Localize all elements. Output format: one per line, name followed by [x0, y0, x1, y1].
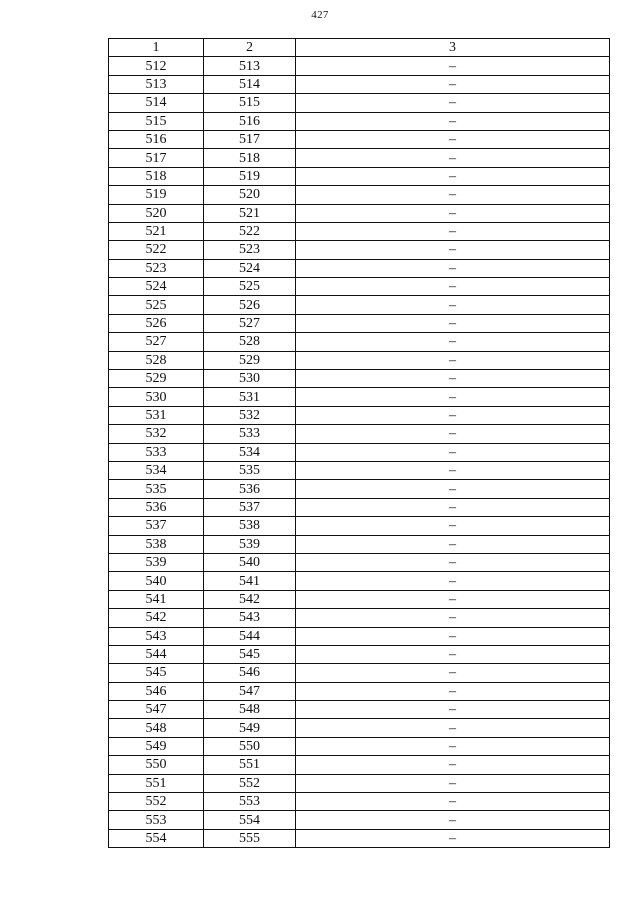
- table-row: [109, 370, 610, 388]
- table-row: [109, 186, 610, 204]
- row-col-3: –: [296, 314, 610, 332]
- table-row: [109, 314, 610, 332]
- row-col-2: 520: [204, 186, 296, 204]
- row-col-2: 522: [204, 222, 296, 240]
- row-col-3: –: [296, 75, 610, 93]
- data-table: [108, 38, 610, 848]
- table-row: [109, 75, 610, 93]
- row-col-2: 523: [204, 241, 296, 259]
- row-col-2: 524: [204, 259, 296, 277]
- row-col-3: –: [296, 94, 610, 112]
- row-col-3: –: [296, 167, 610, 185]
- row-col-3: –: [296, 756, 610, 774]
- row-col-3: –: [296, 296, 610, 314]
- row-col-1: 522: [109, 241, 204, 259]
- row-col-3: –: [296, 737, 610, 755]
- row-col-3: –: [296, 222, 610, 240]
- row-col-1: 550: [109, 756, 204, 774]
- row-col-2: 544: [204, 627, 296, 645]
- row-col-1: 545: [109, 664, 204, 682]
- row-col-3: –: [296, 461, 610, 479]
- table-row: [109, 517, 610, 535]
- row-col-2: 543: [204, 609, 296, 627]
- row-col-2: 545: [204, 645, 296, 663]
- table-body: [109, 57, 610, 848]
- table-row: [109, 57, 610, 75]
- row-col-2: 539: [204, 535, 296, 553]
- table-row: [109, 167, 610, 185]
- row-col-2: 526: [204, 296, 296, 314]
- row-col-2: 547: [204, 682, 296, 700]
- table-row: [109, 388, 610, 406]
- row-col-1: 513: [109, 75, 204, 93]
- table-row: [109, 701, 610, 719]
- row-col-1: 536: [109, 498, 204, 516]
- row-col-1: 525: [109, 296, 204, 314]
- row-col-1: 514: [109, 94, 204, 112]
- row-col-1: 519: [109, 186, 204, 204]
- row-col-1: 530: [109, 388, 204, 406]
- row-col-2: 548: [204, 701, 296, 719]
- table-row: [109, 278, 610, 296]
- row-col-3: –: [296, 645, 610, 663]
- table-row: [109, 811, 610, 829]
- row-col-1: 515: [109, 112, 204, 130]
- table-row: [109, 351, 610, 369]
- row-col-1: 537: [109, 517, 204, 535]
- row-col-1: 520: [109, 204, 204, 222]
- row-col-2: 555: [204, 829, 296, 847]
- row-col-2: 542: [204, 590, 296, 608]
- row-col-1: 549: [109, 737, 204, 755]
- row-col-3: –: [296, 351, 610, 369]
- table-row: [109, 682, 610, 700]
- row-col-3: –: [296, 480, 610, 498]
- row-col-2: 521: [204, 204, 296, 222]
- row-col-2: 528: [204, 333, 296, 351]
- table-row: [109, 425, 610, 443]
- table-row: [109, 774, 610, 792]
- row-col-1: 523: [109, 259, 204, 277]
- row-col-2: 552: [204, 774, 296, 792]
- table-row: [109, 590, 610, 608]
- row-col-3: –: [296, 609, 610, 627]
- row-col-2: 525: [204, 278, 296, 296]
- row-col-3: –: [296, 682, 610, 700]
- table-row: [109, 130, 610, 148]
- row-col-2: 518: [204, 149, 296, 167]
- row-col-1: 548: [109, 719, 204, 737]
- row-col-2: 540: [204, 553, 296, 571]
- row-col-3: –: [296, 627, 610, 645]
- row-col-1: 547: [109, 701, 204, 719]
- table-row: [109, 480, 610, 498]
- row-col-3: –: [296, 498, 610, 516]
- row-col-3: –: [296, 811, 610, 829]
- row-col-3: –: [296, 572, 610, 590]
- row-col-1: 516: [109, 130, 204, 148]
- column-header-2: 2: [204, 39, 296, 57]
- table-row: [109, 756, 610, 774]
- row-col-3: –: [296, 278, 610, 296]
- table-row: [109, 333, 610, 351]
- table-row: [109, 461, 610, 479]
- row-col-2: 513: [204, 57, 296, 75]
- row-col-3: –: [296, 829, 610, 847]
- row-col-2: 549: [204, 719, 296, 737]
- table-row: [109, 609, 610, 627]
- row-col-2: 546: [204, 664, 296, 682]
- table-row: [109, 737, 610, 755]
- column-header-1: 1: [109, 39, 204, 57]
- row-col-2: 515: [204, 94, 296, 112]
- row-col-3: –: [296, 333, 610, 351]
- row-col-1: 543: [109, 627, 204, 645]
- row-col-2: 536: [204, 480, 296, 498]
- column-header-3: 3: [296, 39, 610, 57]
- row-col-3: –: [296, 701, 610, 719]
- row-col-1: 542: [109, 609, 204, 627]
- table-row: [109, 627, 610, 645]
- row-col-1: 512: [109, 57, 204, 75]
- table-row: [109, 645, 610, 663]
- row-col-2: 529: [204, 351, 296, 369]
- row-col-3: –: [296, 793, 610, 811]
- row-col-2: 519: [204, 167, 296, 185]
- row-col-2: 541: [204, 572, 296, 590]
- row-col-1: 524: [109, 278, 204, 296]
- table-row: [109, 535, 610, 553]
- row-col-1: 529: [109, 370, 204, 388]
- row-col-1: 531: [109, 406, 204, 424]
- row-col-1: 534: [109, 461, 204, 479]
- row-col-2: 514: [204, 75, 296, 93]
- row-col-2: 554: [204, 811, 296, 829]
- table-row: [109, 829, 610, 847]
- table-row: [109, 296, 610, 314]
- table-row: [109, 719, 610, 737]
- row-col-2: 527: [204, 314, 296, 332]
- row-col-1: 518: [109, 167, 204, 185]
- table-row: [109, 204, 610, 222]
- row-col-2: 534: [204, 443, 296, 461]
- row-col-3: –: [296, 664, 610, 682]
- row-col-3: –: [296, 443, 610, 461]
- row-col-1: 527: [109, 333, 204, 351]
- table-row: [109, 793, 610, 811]
- row-col-3: –: [296, 517, 610, 535]
- row-col-1: 546: [109, 682, 204, 700]
- row-col-2: 538: [204, 517, 296, 535]
- table-row: [109, 572, 610, 590]
- table-header-row: [109, 39, 610, 57]
- row-col-2: 537: [204, 498, 296, 516]
- page-number: 427: [311, 9, 329, 21]
- row-col-3: –: [296, 149, 610, 167]
- row-col-2: 553: [204, 793, 296, 811]
- row-col-3: –: [296, 241, 610, 259]
- row-col-1: 528: [109, 351, 204, 369]
- row-col-1: 540: [109, 572, 204, 590]
- row-col-3: –: [296, 130, 610, 148]
- row-col-3: –: [296, 719, 610, 737]
- table-row: [109, 241, 610, 259]
- row-col-1: 533: [109, 443, 204, 461]
- row-col-3: –: [296, 425, 610, 443]
- row-col-3: –: [296, 590, 610, 608]
- row-col-1: 521: [109, 222, 204, 240]
- table-row: [109, 443, 610, 461]
- row-col-2: 533: [204, 425, 296, 443]
- row-col-3: –: [296, 204, 610, 222]
- table-row: [109, 259, 610, 277]
- row-col-1: 554: [109, 829, 204, 847]
- row-col-2: 531: [204, 388, 296, 406]
- table-row: [109, 664, 610, 682]
- table-row: [109, 553, 610, 571]
- row-col-3: –: [296, 535, 610, 553]
- row-col-3: –: [296, 57, 610, 75]
- row-col-1: 541: [109, 590, 204, 608]
- row-col-1: 552: [109, 793, 204, 811]
- row-col-3: –: [296, 112, 610, 130]
- row-col-1: 553: [109, 811, 204, 829]
- row-col-1: 538: [109, 535, 204, 553]
- row-col-3: –: [296, 388, 610, 406]
- row-col-1: 532: [109, 425, 204, 443]
- row-col-1: 535: [109, 480, 204, 498]
- row-col-3: –: [296, 370, 610, 388]
- row-col-3: –: [296, 553, 610, 571]
- table-row: [109, 112, 610, 130]
- table-row: [109, 222, 610, 240]
- row-col-1: 517: [109, 149, 204, 167]
- table-row: [109, 406, 610, 424]
- row-col-3: –: [296, 186, 610, 204]
- row-col-2: 535: [204, 461, 296, 479]
- row-col-1: 551: [109, 774, 204, 792]
- row-col-1: 539: [109, 553, 204, 571]
- row-col-3: –: [296, 259, 610, 277]
- row-col-3: –: [296, 774, 610, 792]
- row-col-3: –: [296, 406, 610, 424]
- row-col-2: 517: [204, 130, 296, 148]
- table-row: [109, 94, 610, 112]
- table-row: [109, 498, 610, 516]
- row-col-1: 526: [109, 314, 204, 332]
- row-col-2: 551: [204, 756, 296, 774]
- row-col-2: 550: [204, 737, 296, 755]
- row-col-2: 516: [204, 112, 296, 130]
- row-col-2: 530: [204, 370, 296, 388]
- table-row: [109, 149, 610, 167]
- row-col-1: 544: [109, 645, 204, 663]
- row-col-2: 532: [204, 406, 296, 424]
